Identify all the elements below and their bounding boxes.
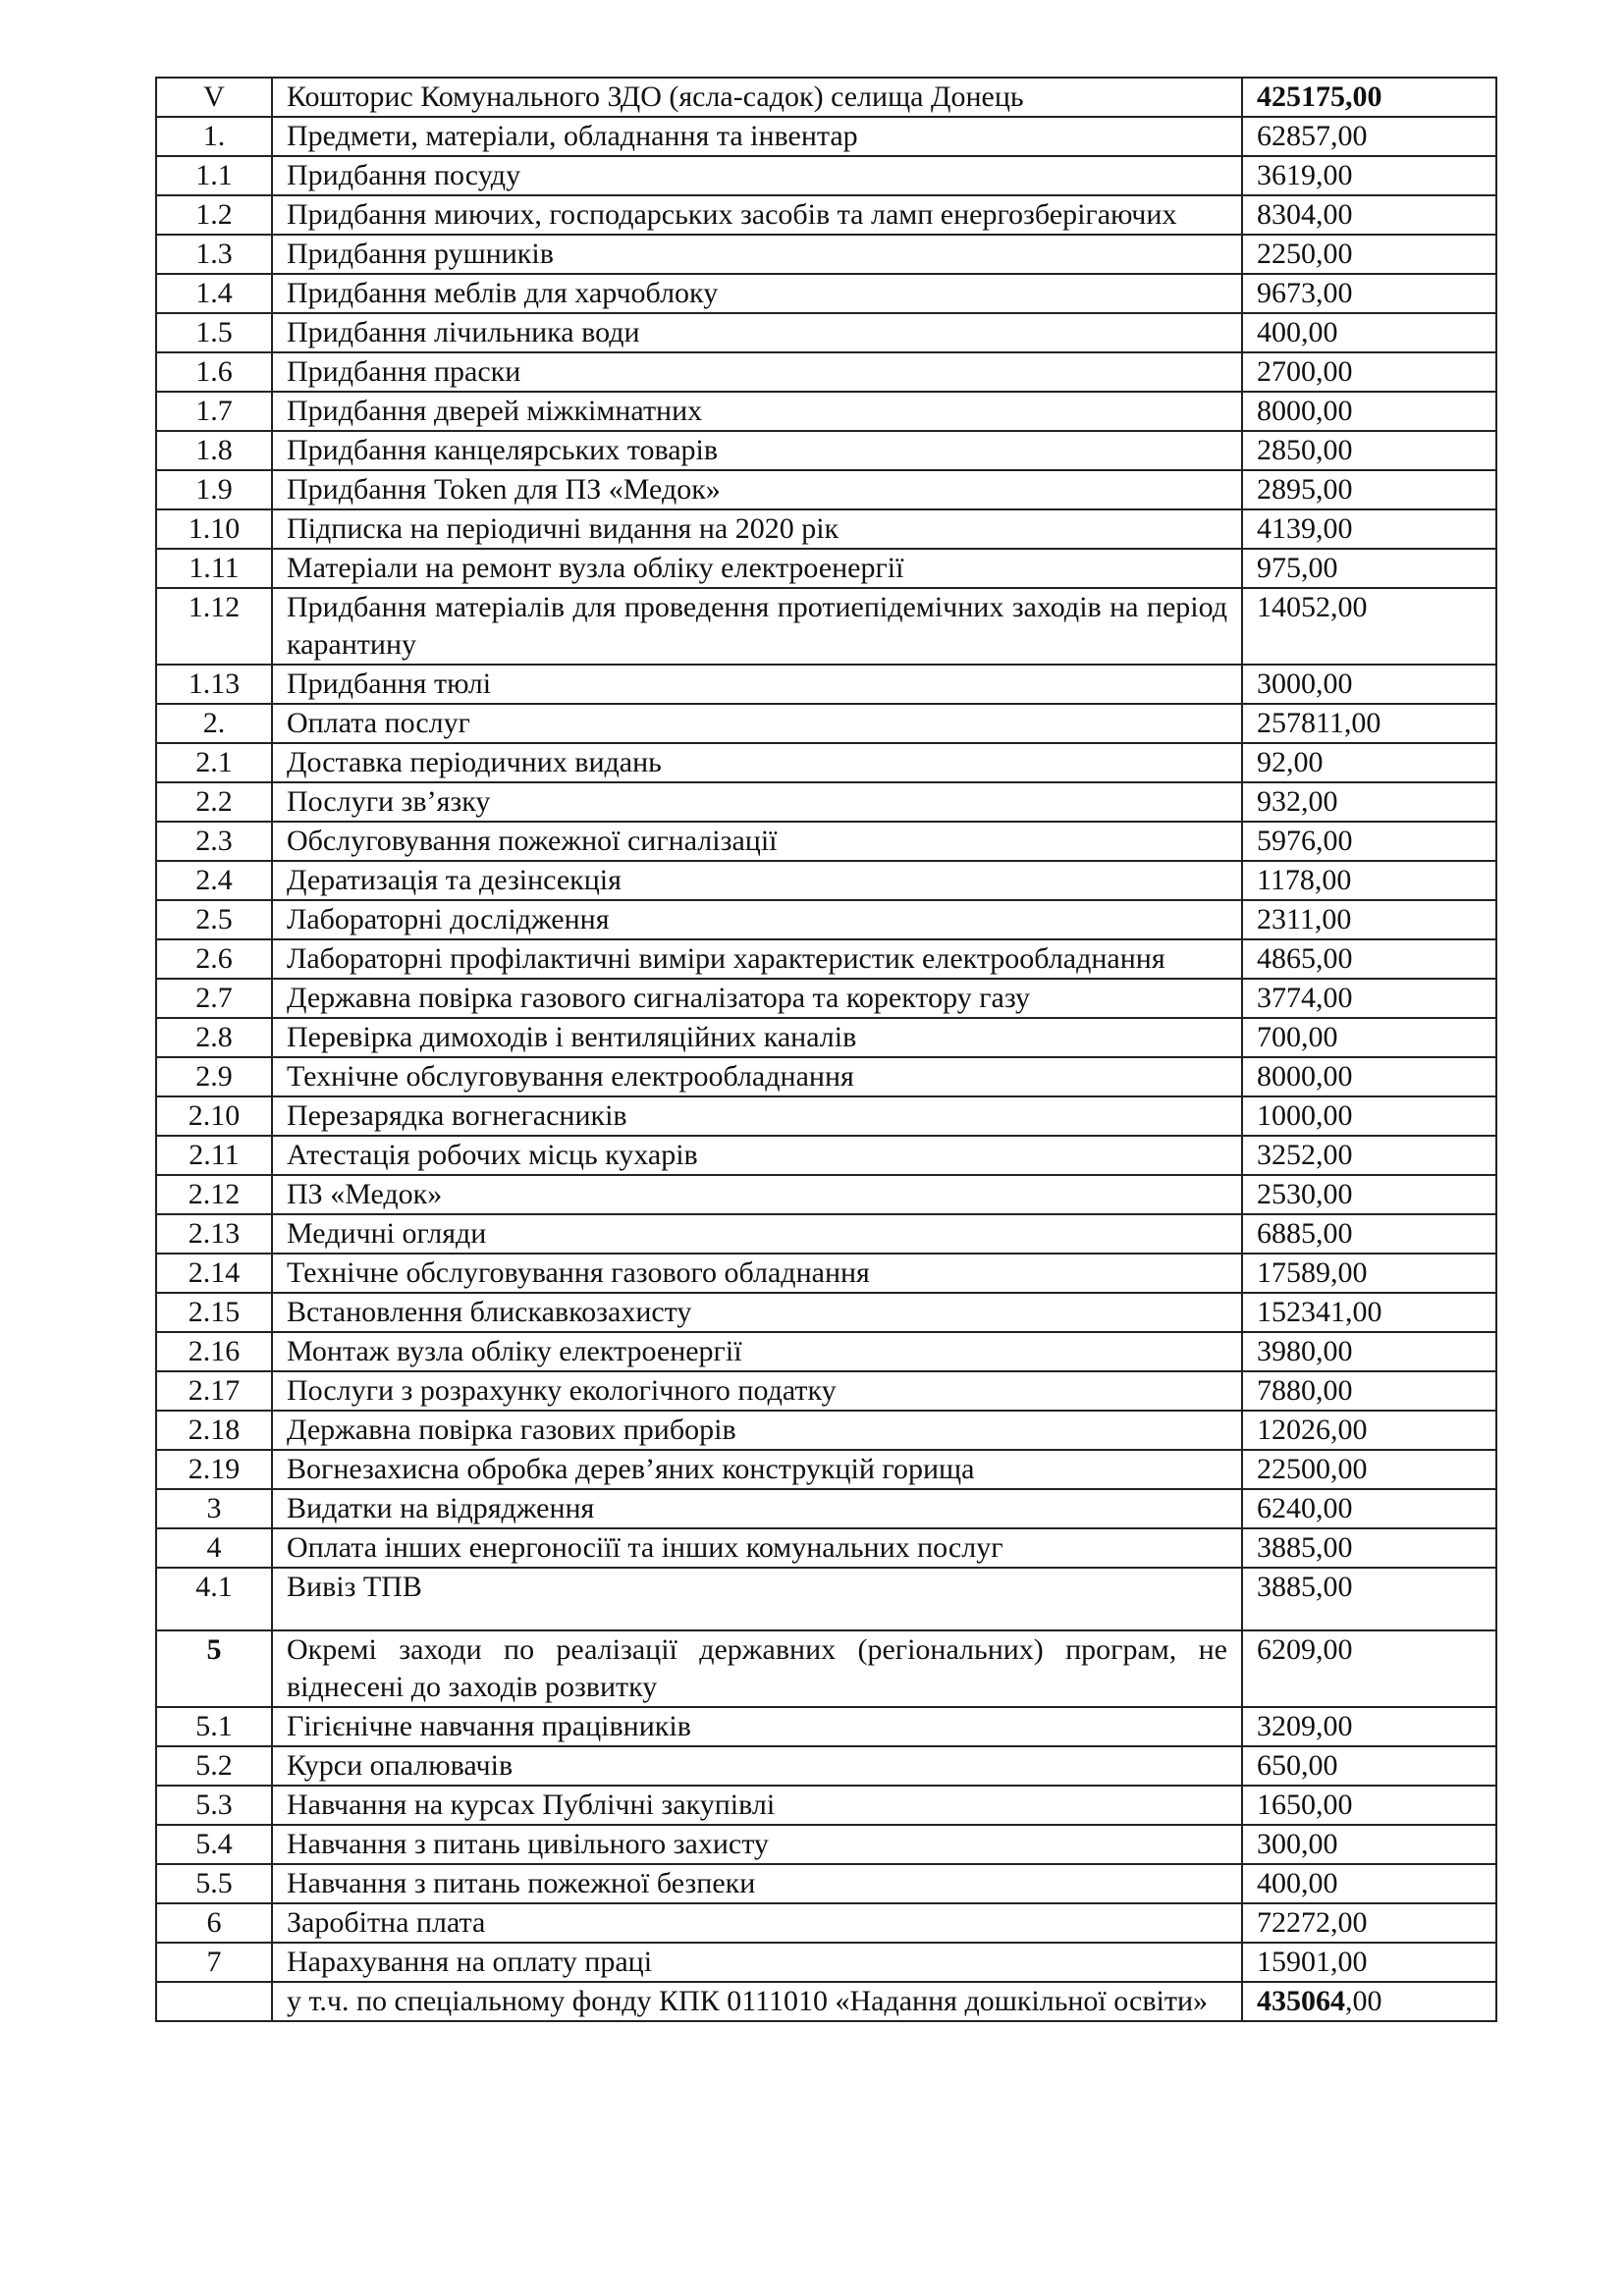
- row-name: Оплата інших енергоносіїї та інших комунальних послуг: [272, 1528, 1242, 1568]
- row-name: Послуги зв’язку: [272, 782, 1242, 822]
- row-amount-regular: 4865,00: [1257, 942, 1353, 975]
- row-name: Гігієнічне навчання працівників: [272, 1707, 1242, 1746]
- row-amount-regular: 700,00: [1257, 1021, 1338, 1053]
- row-amount: [1242, 1825, 1496, 1864]
- table-row: [156, 117, 1496, 156]
- row-number: [156, 1982, 272, 2021]
- row-amount-regular: 6209,00: [1257, 1633, 1353, 1666]
- row-amount: [1242, 1786, 1496, 1825]
- estimate-table-body: [156, 78, 1496, 2021]
- table-row: [156, 235, 1496, 274]
- row-amount-regular: 9673,00: [1257, 277, 1353, 309]
- row-name: Монтаж вузла обліку електроенергії: [272, 1332, 1242, 1371]
- row-amount-regular: 3209,00: [1257, 1710, 1353, 1742]
- row-number: 2.11: [156, 1136, 272, 1175]
- row-amount: [1242, 665, 1496, 704]
- row-number: 1.9: [156, 470, 272, 509]
- row-name: Придбання тюлі: [272, 665, 1242, 704]
- row-name: Заробітна плата: [272, 1903, 1242, 1943]
- row-number: 3: [156, 1489, 272, 1528]
- row-amount-regular: 3980,00: [1257, 1335, 1353, 1367]
- row-amount-regular: 7880,00: [1257, 1374, 1353, 1407]
- row-amount-regular: 932,00: [1257, 785, 1338, 818]
- row-number: 5.3: [156, 1786, 272, 1825]
- row-number: 2.3: [156, 822, 272, 861]
- row-amount-regular: ,00: [1345, 1985, 1382, 2017]
- row-amount-regular: 3774,00: [1257, 982, 1353, 1014]
- row-name: Навчання з питань пожежної безпеки: [272, 1864, 1242, 1903]
- table-row: [156, 1254, 1496, 1293]
- row-amount: [1242, 1411, 1496, 1450]
- row-number: 2.8: [156, 1018, 272, 1057]
- row-number: 2.7: [156, 979, 272, 1018]
- table-row: [156, 352, 1496, 392]
- row-amount-regular: 17589,00: [1257, 1256, 1368, 1289]
- row-amount: [1242, 235, 1496, 274]
- row-amount-regular: 2850,00: [1257, 434, 1353, 466]
- table-row: [156, 1943, 1496, 1982]
- table-row: [156, 1568, 1496, 1630]
- row-amount-regular: 1178,00: [1257, 864, 1352, 896]
- row-amount: [1242, 431, 1496, 470]
- row-name: Доставка періодичних видань: [272, 743, 1242, 782]
- row-amount: [1242, 822, 1496, 861]
- row-amount: [1242, 1214, 1496, 1254]
- row-amount-regular: 3000,00: [1257, 667, 1353, 700]
- row-amount-regular: 400,00: [1257, 316, 1338, 348]
- table-row: [156, 470, 1496, 509]
- row-amount-regular: 5976,00: [1257, 825, 1353, 857]
- table-row: [156, 195, 1496, 235]
- row-amount: [1242, 78, 1496, 117]
- row-amount-regular: 2530,00: [1257, 1178, 1353, 1210]
- table-row: [156, 1096, 1496, 1136]
- row-name: Перевірка димоходів і вентиляційних каналів: [272, 1018, 1242, 1057]
- table-row: [156, 1175, 1496, 1214]
- row-amount-regular: 15901,00: [1257, 1946, 1368, 1978]
- table-row: [156, 861, 1496, 900]
- row-amount-bold: 435064: [1257, 1985, 1345, 2017]
- row-number: 5.4: [156, 1825, 272, 1864]
- table-row: [156, 1786, 1496, 1825]
- row-number: 2.2: [156, 782, 272, 822]
- row-number: 1.4: [156, 274, 272, 313]
- row-name: Встановлення блискавкозахисту: [272, 1293, 1242, 1332]
- row-number: 2.10: [156, 1096, 272, 1136]
- row-number: 1.5: [156, 313, 272, 352]
- row-amount-bold: 425175,00: [1257, 80, 1382, 113]
- row-name: Державна повірка газових приборів: [272, 1411, 1242, 1450]
- row-number: 5.1: [156, 1707, 272, 1746]
- row-amount-regular: 152341,00: [1257, 1296, 1382, 1328]
- row-number: 2.17: [156, 1371, 272, 1411]
- row-amount: [1242, 156, 1496, 195]
- row-amount-regular: 975,00: [1257, 552, 1338, 584]
- row-number: 1.7: [156, 392, 272, 431]
- row-name: Лабораторні профілактичні виміри характеристик електрообладнання: [272, 939, 1242, 979]
- row-amount-regular: 72272,00: [1257, 1906, 1368, 1939]
- table-row: [156, 509, 1496, 549]
- row-number: 5.5: [156, 1864, 272, 1903]
- row-amount-regular: 2311,00: [1257, 903, 1352, 935]
- row-amount-regular: 14052,00: [1257, 591, 1368, 623]
- row-amount: [1242, 274, 1496, 313]
- row-amount-regular: 3885,00: [1257, 1531, 1353, 1564]
- row-name: Кошторис Комунального ЗДО (ясла-садок) селища Донець: [272, 78, 1242, 117]
- row-name: Придбання меблів для харчоблоку: [272, 274, 1242, 313]
- row-number: 1.11: [156, 549, 272, 588]
- table-row: [156, 1450, 1496, 1489]
- row-name: Придбання посуду: [272, 156, 1242, 195]
- row-name: Підписка на періодичні видання на 2020 рік: [272, 509, 1242, 549]
- row-number: 5: [156, 1630, 272, 1707]
- table-row: [156, 549, 1496, 588]
- row-amount-regular: 3885,00: [1257, 1571, 1353, 1603]
- row-amount-regular: 300,00: [1257, 1828, 1338, 1860]
- row-amount-regular: 8000,00: [1257, 395, 1353, 427]
- table-row: [156, 1371, 1496, 1411]
- row-number: 1.6: [156, 352, 272, 392]
- row-number: 1.1: [156, 156, 272, 195]
- row-name: Нарахування на оплату праці: [272, 1943, 1242, 1982]
- row-amount-regular: 3252,00: [1257, 1139, 1353, 1171]
- row-name: Дератизація та дезінсекція: [272, 861, 1242, 900]
- row-amount-regular: 12026,00: [1257, 1414, 1368, 1446]
- row-amount-regular: 6885,00: [1257, 1217, 1353, 1250]
- row-number: 7: [156, 1943, 272, 1982]
- table-row: [156, 782, 1496, 822]
- row-amount-regular: 62857,00: [1257, 120, 1368, 152]
- row-name: Придбання канцелярських товарів: [272, 431, 1242, 470]
- row-name: Навчання з питань цивільного захисту: [272, 1825, 1242, 1864]
- row-number: 6: [156, 1903, 272, 1943]
- row-amount: [1242, 470, 1496, 509]
- estimate-table: [155, 77, 1497, 2022]
- table-row: [156, 1864, 1496, 1903]
- table-row: [156, 313, 1496, 352]
- table-row: [156, 1057, 1496, 1096]
- row-amount: [1242, 861, 1496, 900]
- row-number: 1.8: [156, 431, 272, 470]
- row-number: 5.2: [156, 1746, 272, 1786]
- row-number: 2.6: [156, 939, 272, 979]
- row-amount-regular: 92,00: [1257, 746, 1324, 778]
- row-amount: [1242, 588, 1496, 665]
- row-amount-regular: 2700,00: [1257, 355, 1353, 388]
- row-name: Атестація робочих місць кухарів: [272, 1136, 1242, 1175]
- row-name: Технічне обслуговування електрообладнання: [272, 1057, 1242, 1096]
- row-number: 1.2: [156, 195, 272, 235]
- row-number: 2.15: [156, 1293, 272, 1332]
- row-name: Придбання дверей міжкімнатних: [272, 392, 1242, 431]
- table-row: [156, 1293, 1496, 1332]
- row-name: Технічне обслуговування газового обладнання: [272, 1254, 1242, 1293]
- table-row: [156, 1214, 1496, 1254]
- row-number: 2.9: [156, 1057, 272, 1096]
- table-row: [156, 939, 1496, 979]
- row-amount: [1242, 195, 1496, 235]
- row-name: Курси опалювачів: [272, 1746, 1242, 1786]
- row-number: 1.13: [156, 665, 272, 704]
- row-number: 4: [156, 1528, 272, 1568]
- row-amount: [1242, 1450, 1496, 1489]
- row-name: Придбання матеріалів для проведення протиепідемічних заходів на період карантину: [272, 588, 1242, 665]
- row-amount: [1242, 979, 1496, 1018]
- row-number: 2.19: [156, 1450, 272, 1489]
- row-name: Перезарядка вогнегасників: [272, 1096, 1242, 1136]
- row-name: Обслуговування пожежної сигналізації: [272, 822, 1242, 861]
- table-row: [156, 274, 1496, 313]
- row-number: 2.18: [156, 1411, 272, 1450]
- row-name: Придбання миючих, господарських засобів та ламп енергозберігаючих: [272, 195, 1242, 235]
- row-number: 1.: [156, 117, 272, 156]
- table-row: [156, 431, 1496, 470]
- row-name: Окремі заходи по реалізації державних (регіональних) програм, не віднесені до заходів розвитку: [272, 1630, 1242, 1707]
- row-name: Навчання на курсах Публічні закупівлі: [272, 1786, 1242, 1825]
- row-amount: [1242, 704, 1496, 743]
- row-name: Придбання Token для ПЗ «Медок»: [272, 470, 1242, 509]
- row-amount-regular: 22500,00: [1257, 1453, 1368, 1485]
- row-amount-regular: 6240,00: [1257, 1492, 1353, 1524]
- row-name: Придбання праски: [272, 352, 1242, 392]
- row-amount: [1242, 1707, 1496, 1746]
- table-row: [156, 1136, 1496, 1175]
- row-amount: [1242, 1057, 1496, 1096]
- row-amount: [1242, 1903, 1496, 1943]
- row-name: Медичні огляди: [272, 1214, 1242, 1254]
- row-name: у т.ч. по спеціальному фонду КПК 0111010 «Надання дошкільної освіти»: [272, 1982, 1242, 2021]
- table-row: [156, 704, 1496, 743]
- row-name: Предмети, матеріали, обладнання та інвентар: [272, 117, 1242, 156]
- row-number: 4.1: [156, 1568, 272, 1630]
- row-amount-regular: 1650,00: [1257, 1789, 1353, 1821]
- table-row: [156, 1707, 1496, 1746]
- row-number: 1.10: [156, 509, 272, 549]
- table-row: [156, 1489, 1496, 1528]
- row-amount: [1242, 117, 1496, 156]
- row-amount: [1242, 1630, 1496, 1707]
- row-number: 1.3: [156, 235, 272, 274]
- row-amount: [1242, 939, 1496, 979]
- row-amount-regular: 1000,00: [1257, 1099, 1353, 1132]
- row-amount-regular: 257811,00: [1257, 707, 1381, 739]
- row-amount: [1242, 1943, 1496, 1982]
- table-row: [156, 1982, 1496, 2021]
- table-row: [156, 1630, 1496, 1707]
- table-row: [156, 822, 1496, 861]
- row-amount-regular: 8304,00: [1257, 198, 1353, 231]
- row-name: Лабораторні дослідження: [272, 900, 1242, 939]
- row-amount: [1242, 900, 1496, 939]
- row-name: Матеріали на ремонт вузла обліку електроенергії: [272, 549, 1242, 588]
- row-amount: [1242, 1175, 1496, 1214]
- table-row: [156, 1528, 1496, 1568]
- row-amount: [1242, 549, 1496, 588]
- row-name: Видатки на відрядження: [272, 1489, 1242, 1528]
- row-number: 2.4: [156, 861, 272, 900]
- row-number: 2.14: [156, 1254, 272, 1293]
- row-amount: [1242, 1293, 1496, 1332]
- table-row: [156, 156, 1496, 195]
- row-amount: [1242, 1568, 1496, 1630]
- row-number: 2.16: [156, 1332, 272, 1371]
- table-row: [156, 1332, 1496, 1371]
- row-amount: [1242, 1018, 1496, 1057]
- row-amount: [1242, 1096, 1496, 1136]
- row-amount: [1242, 1746, 1496, 1786]
- row-amount: [1242, 743, 1496, 782]
- table-row: [156, 1018, 1496, 1057]
- table-row: [156, 665, 1496, 704]
- row-amount: [1242, 1136, 1496, 1175]
- row-amount: [1242, 352, 1496, 392]
- row-name: Державна повірка газового сигналізатора та коректору газу: [272, 979, 1242, 1018]
- row-name: Послуги з розрахунку екологічного податку: [272, 1371, 1242, 1411]
- row-amount: [1242, 313, 1496, 352]
- table-row: [156, 743, 1496, 782]
- row-name: Оплата послуг: [272, 704, 1242, 743]
- row-amount-regular: 4139,00: [1257, 512, 1353, 545]
- row-amount-regular: 650,00: [1257, 1749, 1338, 1782]
- row-name: Вогнезахисна обробка дерев’яних конструкцій горища: [272, 1450, 1242, 1489]
- row-amount-regular: 8000,00: [1257, 1060, 1353, 1093]
- table-row: [156, 392, 1496, 431]
- row-name: Вивіз ТПВ: [272, 1568, 1242, 1630]
- table-row: [156, 1411, 1496, 1450]
- table-row: [156, 1903, 1496, 1943]
- row-number: V: [156, 78, 272, 117]
- table-row: [156, 588, 1496, 665]
- row-amount: [1242, 392, 1496, 431]
- row-number: 2.: [156, 704, 272, 743]
- table-row: [156, 1746, 1496, 1786]
- row-number: 2.12: [156, 1175, 272, 1214]
- row-name: Придбання лічильника води: [272, 313, 1242, 352]
- table-row: [156, 979, 1496, 1018]
- row-amount: [1242, 1332, 1496, 1371]
- row-amount: [1242, 1489, 1496, 1528]
- row-name: Придбання рушників: [272, 235, 1242, 274]
- row-amount-regular: 400,00: [1257, 1867, 1338, 1899]
- row-number: 2.13: [156, 1214, 272, 1254]
- row-amount: [1242, 1371, 1496, 1411]
- row-number: 2.5: [156, 900, 272, 939]
- table-row: [156, 900, 1496, 939]
- row-amount: [1242, 782, 1496, 822]
- table-row: [156, 78, 1496, 117]
- row-number: 2.1: [156, 743, 272, 782]
- row-amount-regular: 2895,00: [1257, 473, 1353, 506]
- table-row: [156, 1825, 1496, 1864]
- row-amount-regular: 2250,00: [1257, 238, 1353, 270]
- row-amount: [1242, 509, 1496, 549]
- row-amount: [1242, 1864, 1496, 1903]
- row-number: 1.12: [156, 588, 272, 665]
- row-amount: [1242, 1982, 1496, 2021]
- row-amount-regular: 3619,00: [1257, 159, 1353, 191]
- row-amount: [1242, 1528, 1496, 1568]
- row-amount: [1242, 1254, 1496, 1293]
- row-name: ПЗ «Медок»: [272, 1175, 1242, 1214]
